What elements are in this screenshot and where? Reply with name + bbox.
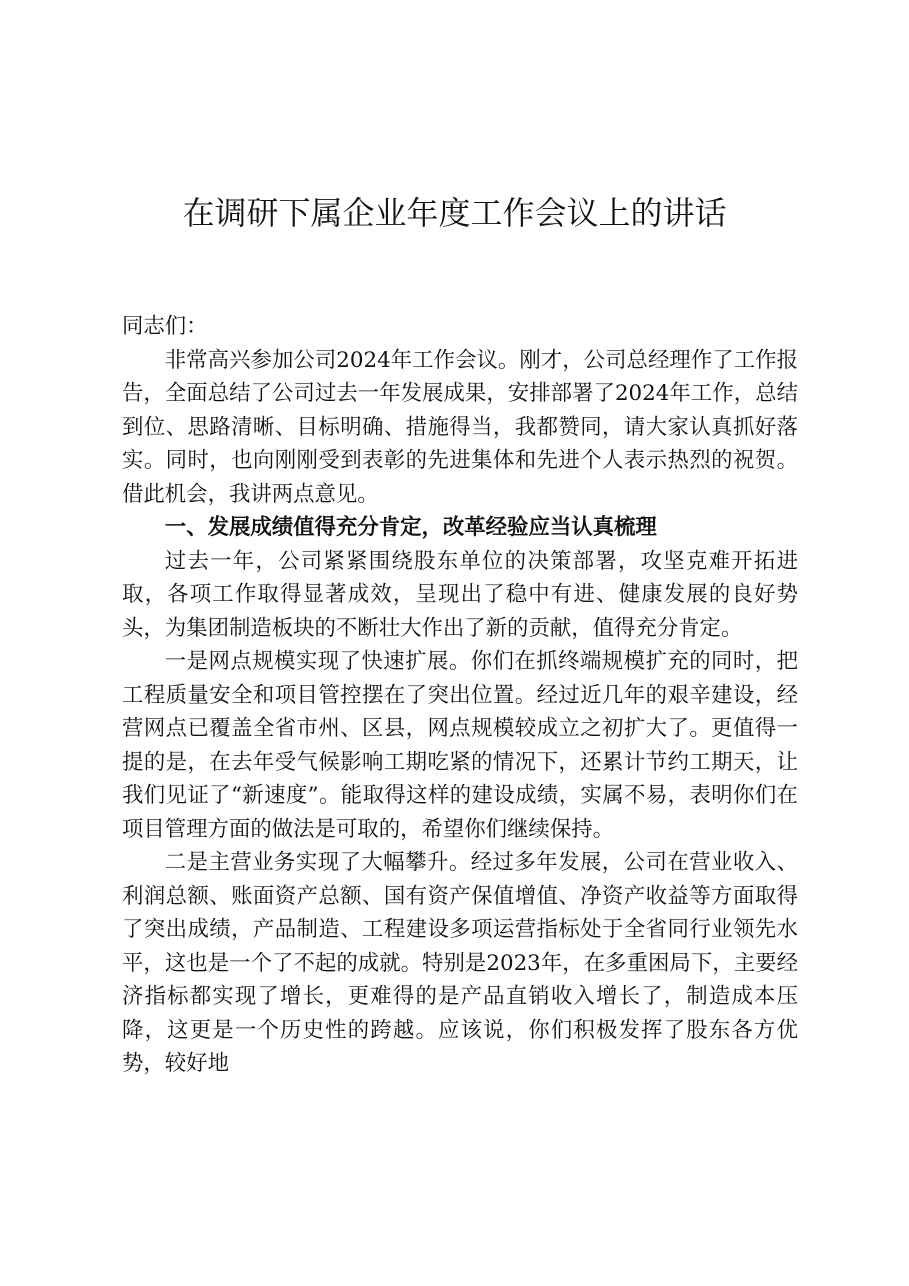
document-body: [122, 310, 798, 1081]
document-title: 在调研下属企业年度工作会议上的讲话: [182, 194, 727, 232]
body-paragraph: 一是网点规模实现了快速扩展。你们在抓终端规模扩充的同时，把工程质量安全和项目管控摆在了突出位置。经过近几年的艰辛建设，经营网点已覆盖全省市州、区县，网点规模较成立之初扩大了。更值得一提的是，在去年受气候影响工期吃紧的情况下，还累计节约工期天，让我们见证了“新速度”。能取得这样的建设成绩，实属不易，表明你们在项目管理方面的做法是可取的，希望你们继续保持。: [122, 649, 798, 842]
body-paragraph: 过去一年，公司紧紧围绕股东单位的决策部署，攻坚克难开拓进取，各项工作取得显著成效，呈现出了稳中有进、健康发展的良好势头，为集团制造板块的不断壮大作出了新的贡献，值得充分肯定。: [122, 548, 798, 641]
body-paragraph: 二是主营业务实现了大幅攀升。经过多年发展，公司在营业收入、利润总额、账面资产总额、国有资产保值增值、净资产收益等方面取得了突出成绩，产品制造、工程建设多项运营指标处于全省同行业领先水平，这也是一个了不起的成就。特别是2023年，在多重困局下，主要经济指标都实现了增长，更难得的是产品直销收入增长了，制造成本压降，这更是一个历史性的跨越。应该说，你们积极发挥了股东各方优势，较好地: [122, 850, 798, 1076]
salutation: 同志们：: [122, 314, 208, 339]
section-heading: 一、发展成绩值得充分肯定，改革经验应当认真梳理: [164, 515, 657, 540]
opening-paragraph: 非常高兴参加公司2024年工作会议。刚才，公司总经理作了工作报告，全面总结了公司过去一年发展成果，安排部署了2024年工作，总结到位、思路清晰、目标明确、措施得当，我都赞同，请大家认真抓好落实。同时，也向刚刚受到表彰的先进集体和先进个人表示热烈的祝贺。借此机会，我讲两点意见。: [122, 347, 798, 507]
